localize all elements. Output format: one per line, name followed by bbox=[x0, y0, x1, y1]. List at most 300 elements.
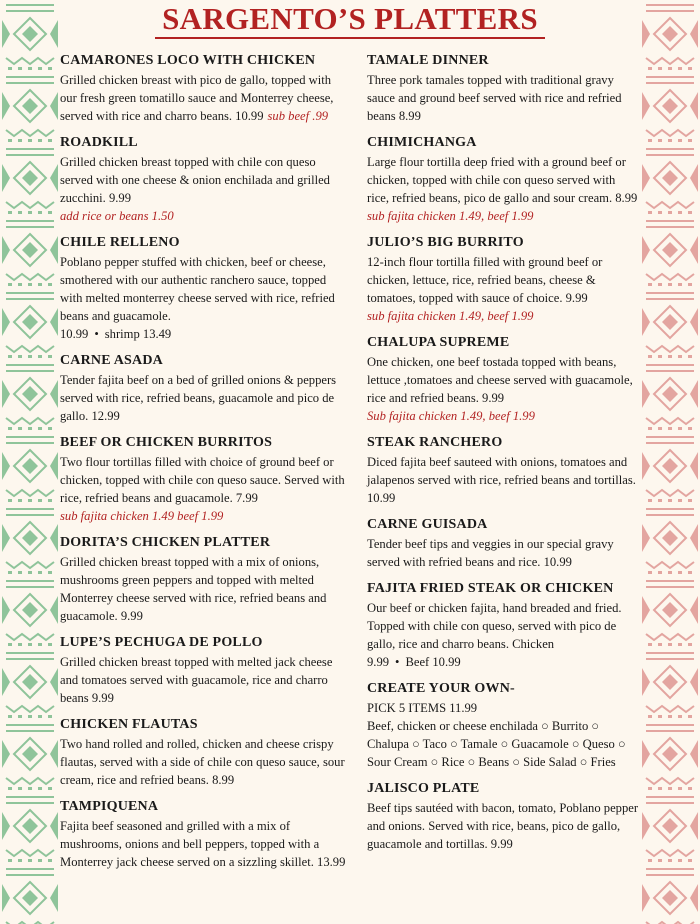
border-pattern-shape bbox=[6, 802, 54, 804]
border-pattern-shape bbox=[22, 890, 38, 906]
border-pattern-shape bbox=[662, 818, 678, 834]
menu-column-right bbox=[367, 52, 639, 862]
menu-item-camarones bbox=[60, 52, 346, 125]
menu-item-tamale bbox=[367, 52, 639, 125]
border-pattern-shape bbox=[690, 812, 698, 840]
border-pattern-shape bbox=[18, 283, 22, 286]
border-pattern-shape bbox=[678, 499, 682, 502]
border-pattern-shape bbox=[646, 850, 694, 856]
item-name: CHALUPA SUPREME bbox=[367, 335, 510, 350]
item-extra-price: shrimp 13.49 bbox=[104, 327, 172, 341]
border-pattern-shape bbox=[28, 859, 32, 862]
border-pattern-shape bbox=[8, 715, 12, 718]
border-pattern-shape bbox=[18, 499, 22, 502]
border-pattern-shape bbox=[28, 571, 32, 574]
border-pattern-shape bbox=[6, 730, 54, 732]
border-pattern-shape bbox=[662, 386, 678, 402]
border-pattern-shape bbox=[678, 643, 682, 646]
item-price: 10.99 bbox=[60, 327, 89, 341]
border-pattern-shape bbox=[668, 139, 672, 142]
menu-item-carne-asada bbox=[60, 352, 346, 425]
item-description: Fajita beef seasoned and grilled with a mix of mushrooms, onions and bell peppers, topped with a Monterrey jack cheese served on a sizzling skillet. 13.99 bbox=[60, 819, 346, 869]
border-pattern-left bbox=[0, 0, 60, 924]
border-pattern-shape bbox=[8, 211, 12, 214]
border-pattern-shape bbox=[22, 746, 38, 762]
border-pattern-shape bbox=[646, 370, 694, 372]
border-pattern-shape bbox=[648, 787, 652, 790]
border-pattern-shape bbox=[678, 571, 682, 574]
border-pattern-shape bbox=[18, 787, 22, 790]
item-name: CHIMICHANGA bbox=[367, 135, 477, 150]
border-pattern-shape bbox=[48, 283, 52, 286]
border-pattern-shape bbox=[6, 634, 54, 640]
item-name: CREATE YOUR OWN- bbox=[367, 681, 515, 696]
border-pattern-shape bbox=[646, 364, 694, 366]
border-pattern-shape bbox=[38, 67, 42, 70]
menu-item-carne-guisada bbox=[367, 516, 639, 571]
border-pattern-shape bbox=[50, 92, 58, 120]
border-pattern-shape bbox=[646, 226, 694, 228]
border-pattern-shape bbox=[646, 562, 694, 568]
border-pattern-shape bbox=[2, 92, 10, 120]
border-pattern-shape bbox=[678, 787, 682, 790]
border-pattern-shape bbox=[38, 499, 42, 502]
border-pattern-shape bbox=[646, 274, 694, 280]
border-pattern-shape bbox=[646, 508, 694, 510]
border-pattern-shape bbox=[646, 586, 694, 588]
border-pattern-shape bbox=[678, 283, 682, 286]
border-pattern-shape bbox=[8, 283, 12, 286]
border-pattern-shape bbox=[50, 884, 58, 912]
bullet-separator: • bbox=[94, 327, 99, 341]
border-pattern-shape bbox=[28, 139, 32, 142]
border-pattern-shape bbox=[658, 427, 662, 430]
border-pattern-shape bbox=[48, 427, 52, 430]
bullet-separator: • bbox=[395, 655, 400, 669]
border-pattern-shape bbox=[690, 884, 698, 912]
border-pattern-shape bbox=[658, 859, 662, 862]
border-pattern-shape bbox=[690, 236, 698, 264]
border-pattern-shape bbox=[658, 787, 662, 790]
item-description: Beef tips sautéed with bacon, tomato, Poblano pepper and onions. Served with rice, beans, pico de gallo, guacamole and tortillas. 9.99 bbox=[367, 801, 639, 851]
border-pattern-shape bbox=[8, 859, 12, 862]
item-pick-line: PICK 5 ITEMS 11.99 bbox=[367, 701, 478, 715]
border-pattern-shape bbox=[6, 148, 54, 150]
border-pattern-shape bbox=[658, 283, 662, 286]
item-note: Sub fajita chicken 1.49, beef 1.99 bbox=[367, 409, 535, 423]
border-pattern-shape bbox=[648, 355, 652, 358]
border-pattern-shape bbox=[6, 370, 54, 372]
border-pattern-shape bbox=[6, 220, 54, 222]
item-name: CHILE RELLENO bbox=[60, 235, 180, 250]
border-pattern-shape bbox=[646, 730, 694, 732]
item-description: Two flour tortillas filled with choice of ground beef or chicken, topped with chile con queso sauce. Served with rice, refried beans and guacamole. 7.99 bbox=[60, 455, 345, 505]
border-pattern-shape bbox=[18, 715, 22, 718]
border-pattern-shape bbox=[648, 139, 652, 142]
border-pattern-shape bbox=[2, 452, 10, 480]
border-pattern-shape bbox=[2, 740, 10, 768]
border-pattern-shape bbox=[668, 715, 672, 718]
border-pattern-shape bbox=[28, 787, 32, 790]
border-pattern-shape bbox=[2, 380, 10, 408]
border-pattern-shape bbox=[6, 442, 54, 444]
border-pattern-shape bbox=[690, 92, 698, 120]
border-pattern-shape bbox=[38, 571, 42, 574]
border-pattern-shape bbox=[648, 571, 652, 574]
border-pattern-shape bbox=[2, 884, 10, 912]
border-pattern-shape bbox=[678, 427, 682, 430]
menu-item-create-your-own bbox=[367, 680, 639, 771]
border-pattern-shape bbox=[6, 580, 54, 582]
border-pattern-shape bbox=[2, 596, 10, 624]
border-pattern-shape bbox=[8, 643, 12, 646]
border-pattern-shape bbox=[6, 508, 54, 510]
item-name: STEAK RANCHERO bbox=[367, 435, 503, 450]
border-pattern-shape bbox=[6, 202, 54, 208]
border-pattern-shape bbox=[646, 706, 694, 712]
border-pattern-shape bbox=[8, 355, 12, 358]
border-pattern-shape bbox=[50, 596, 58, 624]
item-name: BEEF OR CHICKEN BURRITOS bbox=[60, 435, 273, 450]
title-underline bbox=[155, 37, 545, 39]
border-pattern-shape bbox=[648, 643, 652, 646]
border-pattern-shape bbox=[6, 778, 54, 784]
border-pattern-shape bbox=[662, 890, 678, 906]
decorative-border-right bbox=[640, 0, 700, 924]
border-pattern-shape bbox=[18, 211, 22, 214]
border-pattern-shape bbox=[6, 76, 54, 78]
border-pattern-shape bbox=[48, 571, 52, 574]
menu-item-steak-ranchero bbox=[367, 434, 639, 507]
border-pattern-shape bbox=[2, 164, 10, 192]
border-pattern-shape bbox=[8, 571, 12, 574]
border-pattern-shape bbox=[668, 211, 672, 214]
menu-item-julio bbox=[367, 234, 639, 325]
border-pattern-shape bbox=[8, 787, 12, 790]
border-pattern-shape bbox=[6, 274, 54, 280]
border-pattern-shape bbox=[28, 643, 32, 646]
item-name: TAMALE DINNER bbox=[367, 53, 489, 68]
item-note: sub fajita chicken 1.49 beef 1.99 bbox=[60, 509, 224, 523]
border-pattern-shape bbox=[38, 859, 42, 862]
border-pattern-shape bbox=[6, 652, 54, 654]
border-pattern-shape bbox=[6, 490, 54, 496]
menu-item-dorita bbox=[60, 534, 346, 625]
border-pattern-shape bbox=[646, 154, 694, 156]
border-pattern-shape bbox=[642, 92, 650, 120]
item-description: Poblano pepper stuffed with chicken, beef or cheese, smothered with our authentic ranchero sauce, topped with melted monterrey cheese served with rice, refried beans and guacamole. bbox=[60, 255, 335, 323]
item-price-line bbox=[367, 653, 639, 671]
border-pattern-shape bbox=[6, 562, 54, 568]
border-pattern-shape bbox=[688, 355, 692, 358]
border-pattern-shape bbox=[8, 499, 12, 502]
item-name: CARNE ASADA bbox=[60, 353, 163, 368]
menu-item-fajita-fried bbox=[367, 580, 639, 671]
border-pattern-shape bbox=[18, 67, 22, 70]
decorative-border-left bbox=[0, 0, 60, 924]
border-pattern-shape bbox=[668, 571, 672, 574]
border-pattern-shape bbox=[50, 668, 58, 696]
border-pattern-shape bbox=[50, 452, 58, 480]
menu-item-roadkill bbox=[60, 134, 346, 225]
border-pattern-shape bbox=[646, 442, 694, 444]
border-pattern-shape bbox=[688, 715, 692, 718]
item-note: sub fajita chicken 1.49, beef 1.99 bbox=[367, 309, 534, 323]
border-pattern-shape bbox=[668, 283, 672, 286]
menu-item-flautas bbox=[60, 716, 346, 789]
border-pattern-shape bbox=[50, 236, 58, 264]
item-price: 9.99 bbox=[367, 655, 390, 669]
border-pattern-shape bbox=[648, 427, 652, 430]
item-description: Grilled chicken breast topped with a mix of onions, mushrooms green peppers and topped with melted Monterrey cheese served with rice, refried beans and guacamole. 9.99 bbox=[60, 555, 327, 623]
border-pattern-shape bbox=[48, 643, 52, 646]
border-pattern-shape bbox=[678, 211, 682, 214]
item-name: FAJITA FRIED STEAK OR CHICKEN bbox=[367, 581, 614, 596]
item-description: One chicken, one beef tostada topped with beans, lettuce ,tomatoes and cheese served with guacamole, rice and refried beans. 9.99 bbox=[367, 355, 633, 405]
border-pattern-shape bbox=[646, 436, 694, 438]
border-pattern-shape bbox=[658, 355, 662, 358]
border-pattern-shape bbox=[668, 643, 672, 646]
border-pattern-shape bbox=[22, 602, 38, 618]
border-pattern-shape bbox=[668, 859, 672, 862]
border-pattern-shape bbox=[6, 346, 54, 352]
border-pattern-shape bbox=[662, 746, 678, 762]
item-name: ROADKILL bbox=[60, 135, 138, 150]
border-pattern-shape bbox=[38, 643, 42, 646]
border-pattern-shape bbox=[642, 740, 650, 768]
menu-item-chile-relleno bbox=[60, 234, 346, 343]
border-pattern-shape bbox=[646, 652, 694, 654]
border-pattern-shape bbox=[662, 458, 678, 474]
border-pattern-shape bbox=[6, 292, 54, 294]
border-pattern-shape bbox=[690, 452, 698, 480]
border-pattern-shape bbox=[646, 802, 694, 804]
border-pattern-shape bbox=[642, 524, 650, 552]
border-pattern-shape bbox=[646, 418, 694, 424]
border-pattern-shape bbox=[6, 658, 54, 660]
border-pattern-shape bbox=[688, 571, 692, 574]
border-pattern-shape bbox=[646, 796, 694, 798]
border-pattern-shape bbox=[648, 859, 652, 862]
item-note: sub beef .99 bbox=[267, 109, 329, 123]
border-pattern-shape bbox=[646, 778, 694, 784]
border-pattern-shape bbox=[28, 427, 32, 430]
border-pattern-shape bbox=[18, 859, 22, 862]
border-pattern-shape bbox=[646, 148, 694, 150]
border-pattern-shape bbox=[648, 499, 652, 502]
border-pattern-shape bbox=[642, 596, 650, 624]
border-pattern-shape bbox=[48, 67, 52, 70]
border-pattern-shape bbox=[28, 67, 32, 70]
border-pattern-shape bbox=[48, 715, 52, 718]
border-pattern-shape bbox=[18, 427, 22, 430]
border-pattern-shape bbox=[646, 868, 694, 870]
border-pattern-shape bbox=[658, 499, 662, 502]
border-pattern-shape bbox=[8, 427, 12, 430]
border-pattern-shape bbox=[642, 308, 650, 336]
border-pattern-shape bbox=[22, 242, 38, 258]
item-name: TAMPIQUENA bbox=[60, 799, 159, 814]
item-description: Grilled chicken breast topped with melted jack cheese and tomatoes served with guacamole, rice and charro beans 9.99 bbox=[60, 655, 333, 705]
border-pattern-shape bbox=[22, 314, 38, 330]
item-name: CAMARONES LOCO WITH CHICKEN bbox=[60, 53, 316, 68]
border-pattern-shape bbox=[38, 787, 42, 790]
border-pattern-shape bbox=[690, 524, 698, 552]
border-pattern-shape bbox=[646, 76, 694, 78]
border-pattern-shape bbox=[688, 499, 692, 502]
border-pattern-shape bbox=[646, 490, 694, 496]
border-pattern-shape bbox=[642, 452, 650, 480]
border-pattern-shape bbox=[48, 787, 52, 790]
border-pattern-shape bbox=[678, 67, 682, 70]
menu-column-left bbox=[60, 52, 346, 880]
border-pattern-shape bbox=[662, 602, 678, 618]
border-pattern-shape bbox=[646, 514, 694, 516]
border-pattern-shape bbox=[2, 524, 10, 552]
border-pattern-shape bbox=[690, 308, 698, 336]
border-pattern-shape bbox=[2, 308, 10, 336]
border-pattern-shape bbox=[6, 364, 54, 366]
border-pattern-shape bbox=[6, 154, 54, 156]
border-pattern-right bbox=[640, 0, 700, 924]
menu-item-lupe bbox=[60, 634, 346, 707]
border-pattern-shape bbox=[658, 643, 662, 646]
border-pattern-shape bbox=[648, 211, 652, 214]
border-pattern-shape bbox=[678, 355, 682, 358]
border-pattern-shape bbox=[38, 427, 42, 430]
border-pattern-shape bbox=[646, 634, 694, 640]
item-name: LUPE’S PECHUGA DE POLLO bbox=[60, 635, 263, 650]
border-pattern-shape bbox=[22, 818, 38, 834]
border-pattern-shape bbox=[646, 346, 694, 352]
border-pattern-shape bbox=[6, 82, 54, 84]
border-pattern-shape bbox=[688, 139, 692, 142]
border-pattern-shape bbox=[50, 164, 58, 192]
border-pattern-shape bbox=[688, 859, 692, 862]
border-pattern-shape bbox=[646, 658, 694, 660]
border-pattern-shape bbox=[6, 850, 54, 856]
item-name: CARNE GUISADA bbox=[367, 517, 488, 532]
border-pattern-shape bbox=[642, 884, 650, 912]
border-pattern-shape bbox=[646, 292, 694, 294]
border-pattern-shape bbox=[48, 139, 52, 142]
border-pattern-shape bbox=[28, 715, 32, 718]
border-pattern-shape bbox=[6, 586, 54, 588]
border-pattern-shape bbox=[50, 380, 58, 408]
border-pattern-shape bbox=[22, 170, 38, 186]
border-pattern-shape bbox=[38, 355, 42, 358]
border-pattern-shape bbox=[646, 580, 694, 582]
border-pattern-shape bbox=[50, 524, 58, 552]
border-pattern-shape bbox=[18, 355, 22, 358]
border-pattern-shape bbox=[648, 67, 652, 70]
item-description: Grilled chicken breast topped with chile con queso served with one cheese & onion enchilada and grilled zucchini. 9.99 bbox=[60, 155, 330, 205]
border-pattern-shape bbox=[6, 796, 54, 798]
border-pattern-shape bbox=[8, 139, 12, 142]
border-pattern-shape bbox=[668, 355, 672, 358]
border-pattern-shape bbox=[688, 427, 692, 430]
border-pattern-shape bbox=[2, 236, 10, 264]
border-pattern-shape bbox=[662, 98, 678, 114]
item-description: Tender fajita beef on a bed of grilled onions & peppers served with rice, refried beans, guacamole and pico de gallo. 12.99 bbox=[60, 373, 337, 423]
border-pattern-shape bbox=[22, 674, 38, 690]
border-pattern-shape bbox=[662, 674, 678, 690]
menu-item-jalisco bbox=[367, 780, 639, 853]
item-description: 12-inch flour tortilla filled with ground beef or chicken, lettuce, rice, refried beans, cheese & tomatoes, topped with sauce of choice. 9.99 bbox=[367, 255, 603, 305]
border-pattern-shape bbox=[50, 308, 58, 336]
border-pattern-shape bbox=[38, 715, 42, 718]
border-pattern-shape bbox=[38, 211, 42, 214]
item-description: Diced fajita beef sauteed with onions, tomatoes and jalapenos served with rice, refried beans and tortillas. 10.99 bbox=[367, 455, 636, 505]
border-pattern-shape bbox=[646, 724, 694, 726]
border-pattern-shape bbox=[642, 668, 650, 696]
border-pattern-shape bbox=[38, 283, 42, 286]
border-pattern-shape bbox=[6, 706, 54, 712]
item-note: sub fajita chicken 1.49, beef 1.99 bbox=[367, 209, 534, 223]
border-pattern-shape bbox=[662, 170, 678, 186]
border-pattern-shape bbox=[22, 530, 38, 546]
border-pattern-shape bbox=[668, 427, 672, 430]
border-pattern-shape bbox=[690, 380, 698, 408]
border-pattern-shape bbox=[690, 668, 698, 696]
border-pattern-shape bbox=[48, 355, 52, 358]
border-pattern-shape bbox=[6, 514, 54, 516]
item-description: Two hand rolled and rolled, chicken and cheese crispy flautas, served with a side of chile con queso sauce, sour cream, rice and refried beans. 8.99 bbox=[60, 737, 345, 787]
border-pattern-shape bbox=[50, 740, 58, 768]
border-pattern-shape bbox=[6, 436, 54, 438]
border-pattern-shape bbox=[690, 164, 698, 192]
border-pattern-shape bbox=[6, 130, 54, 136]
border-pattern-shape bbox=[688, 283, 692, 286]
border-pattern-shape bbox=[38, 139, 42, 142]
border-pattern-shape bbox=[6, 58, 54, 64]
item-price-line bbox=[60, 325, 346, 343]
border-pattern-shape bbox=[662, 314, 678, 330]
border-pattern-shape bbox=[662, 242, 678, 258]
border-pattern-shape bbox=[18, 571, 22, 574]
item-name: JALISCO PLATE bbox=[367, 781, 480, 796]
border-pattern-shape bbox=[658, 571, 662, 574]
item-description: Large flour tortilla deep fried with a ground beef or chicken, topped with chile con queso served with rice, refried beans, pico de gallo and sour cream. 8.99 bbox=[367, 155, 638, 205]
item-name: DORITA’S CHICKEN PLATTER bbox=[60, 535, 271, 550]
border-pattern-shape bbox=[646, 82, 694, 84]
border-pattern-shape bbox=[662, 530, 678, 546]
border-pattern-shape bbox=[642, 164, 650, 192]
border-pattern-shape bbox=[646, 130, 694, 136]
item-description: Tender beef tips and veggies in our special gravy served with refried beans and rice. 10.99 bbox=[367, 537, 614, 569]
border-pattern-shape bbox=[48, 211, 52, 214]
border-pattern-shape bbox=[28, 211, 32, 214]
item-extra-price: Beef 10.99 bbox=[405, 655, 461, 669]
border-pattern-shape bbox=[668, 499, 672, 502]
border-pattern-shape bbox=[642, 812, 650, 840]
border-pattern-shape bbox=[642, 380, 650, 408]
border-pattern-shape bbox=[658, 715, 662, 718]
border-pattern-shape bbox=[6, 724, 54, 726]
border-pattern-shape bbox=[28, 355, 32, 358]
border-pattern-shape bbox=[678, 139, 682, 142]
border-pattern-shape bbox=[6, 298, 54, 300]
menu-item-chalupa bbox=[367, 334, 639, 425]
border-pattern-shape bbox=[22, 98, 38, 114]
item-description: Grilled chicken breast with pico de gallo, topped with our fresh green tomatillo sauce and Monterrey cheese, served with rice and charro beans. 10.99 sub beef .99 bbox=[60, 73, 334, 123]
border-pattern-shape bbox=[22, 386, 38, 402]
item-name: CHICKEN FLAUTAS bbox=[60, 717, 198, 732]
border-pattern-shape bbox=[668, 787, 672, 790]
border-pattern-shape bbox=[8, 67, 12, 70]
menu-item-tampiquena bbox=[60, 798, 346, 871]
border-pattern-shape bbox=[642, 236, 650, 264]
